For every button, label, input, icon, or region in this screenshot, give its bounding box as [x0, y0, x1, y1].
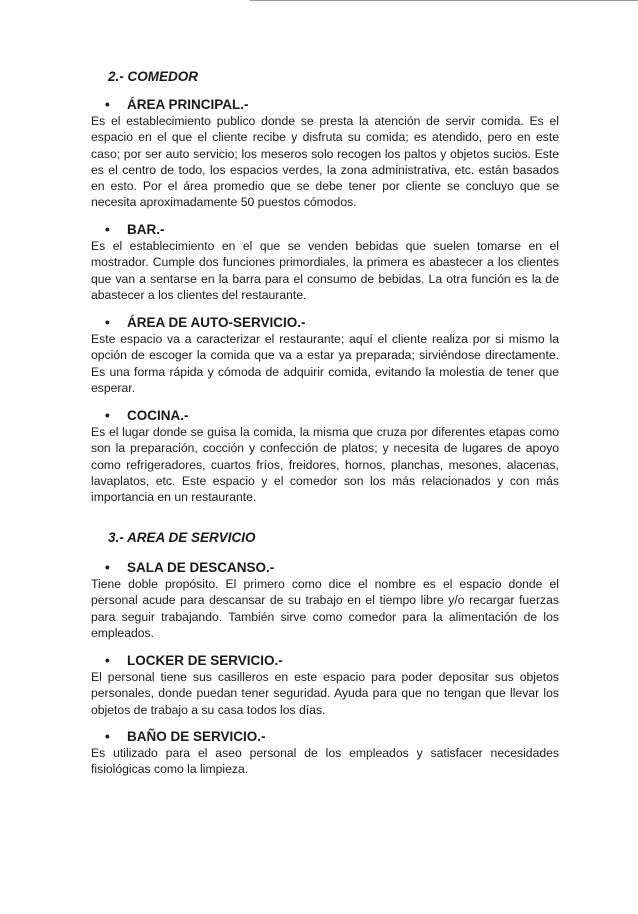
- item-heading-label: SALA DE DESCANSO.-: [127, 560, 275, 575]
- item-heading-bar: [105, 222, 165, 237]
- item-heading-cocina: [105, 408, 189, 423]
- item-heading-locker-de-servicio: [105, 653, 283, 668]
- bullet-icon: •: [105, 653, 110, 668]
- item-heading-auto-servicio: [105, 315, 306, 330]
- bullet-icon: •: [105, 729, 110, 744]
- item-heading-label: ÁREA DE AUTO-SERVICIO.-: [127, 315, 306, 330]
- item-paragraph-locker-de-servicio: El personal tiene sus casilleros en este espacio para poder depositar sus objetos personales, donde puedan tener seguridad. Ayuda para que no tengan que llevar los objetos de trabajo a su casa todos los días.: [91, 670, 559, 717]
- item-heading-label: ÁREA PRINCIPAL.-: [127, 97, 249, 112]
- bullet-icon: •: [105, 560, 110, 575]
- item-heading-label: LOCKER DE SERVICIO.-: [127, 653, 283, 668]
- item-paragraph-area-principal: Es el establecimiento publico donde se presta la atención de servir comida. Es el espacio en el que el cliente recibe y disfruta su comida; es atendido, pero en este caso; por ser auto servicio; los meseros solo recogen los paltos y objetos sucios. Este es el centro de todo, los espacios verdes, la zona administrativa, etc. están basados en esto. Por el área promedio que se debe tener por cliente se concluyo que se necesita aproximadamente 50 puestos cómodos.: [91, 114, 559, 210]
- bullet-icon: •: [105, 97, 110, 112]
- item-heading-area-principal: [105, 97, 249, 112]
- section-title-area-de-servicio: 3.- AREA DE SERVICIO: [108, 530, 256, 545]
- item-heading-bano-de-servicio: [105, 729, 266, 744]
- bullet-icon: •: [105, 315, 110, 330]
- item-paragraph-bano-de-servicio: Es utilizado para el aseo personal de los empleados y satisfacer necesidades fisiológicas como la limpieza.: [91, 746, 559, 777]
- item-heading-label: BAÑO DE SERVICIO.-: [127, 729, 266, 744]
- item-paragraph-sala-de-descanso: Tiene doble propósito. El primero como dice el nombre es el espacio donde el personal acude para descansar de su trabajo en el tiempo libre y/o recargar fuerzas para seguir trabajando. También sirve como comedor para la alimentación de los empleados.: [91, 577, 559, 640]
- section-title-comedor: 2.- COMEDOR: [108, 69, 199, 84]
- bullet-icon: •: [105, 222, 110, 237]
- item-heading-label: BAR.-: [127, 222, 165, 237]
- item-heading-label: COCINA.-: [127, 408, 189, 423]
- item-heading-sala-de-descanso: [105, 560, 274, 575]
- scan-edge-line: [250, 0, 638, 1]
- item-paragraph-auto-servicio: Este espacio va a caracterizar el restaurante; aquí el cliente realiza por si mismo la opción de escoger la comida que va a estar ya preparada; sirviéndose directamente. Es una forma rápida y cómoda de adquirir comida, evitando la molestia de tener que esperar.: [91, 332, 559, 395]
- item-paragraph-bar: Es el establecimiento en el que se venden bebidas que suelen tomarse en el mostrador. Cumple dos funciones primordiales, la primera es abastecer a los clientes que van a sentarse en la barra para el consumo de bebidas. La otra función es la de abastecer a los clientes del restaurante.: [91, 239, 559, 302]
- bullet-icon: •: [105, 408, 110, 423]
- item-paragraph-cocina: Es el lugar donde se guisa la comida, la misma que cruza por diferentes etapas como son la preparación, cocción y confección de platos; y necesita de lugares de apoyo como refrigeradores, cuartos fríos, freidores, hornos, planchas, mesones, alacenas, lavaplatos, etc. Este espacio y el comedor son los más relacionados y con más importancia en un restaurante.: [91, 425, 559, 505]
